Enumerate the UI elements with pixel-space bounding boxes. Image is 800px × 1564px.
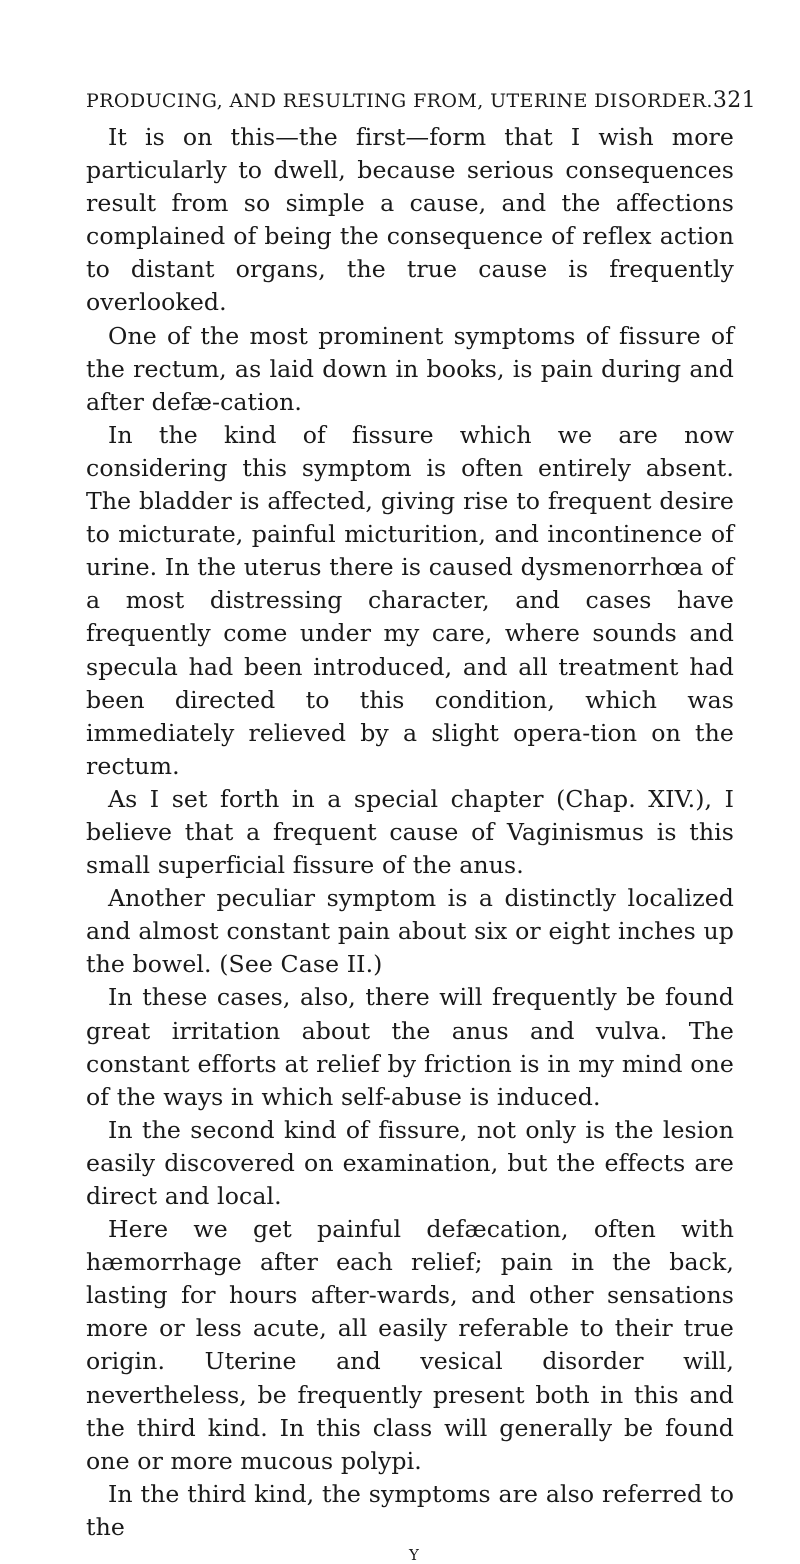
paragraph: Another peculiar symptom is a distinctly localized and almost constant pain about six or eight inches up the bowel. (See Case II.) bbox=[86, 884, 734, 979]
paragraph: In these cases, also, there will frequently be found great irritation about the anus and vulva. The constant efforts at relief by friction is in my mind one of the ways in which self-abuse is induced. bbox=[86, 983, 734, 1111]
paragraph: As I set forth in a special chapter (Chap. XIV.), I believe that a frequent cause of Vaginismus is this small superficial fissure of the anus. bbox=[86, 784, 734, 880]
running-head bbox=[86, 88, 757, 113]
running-head-title: PRODUCING, AND RESULTING FROM, UTERINE DISORDER. bbox=[86, 90, 713, 112]
paragraph: It is on this—the first—form that I wish more particularly to dwell, because serious consequences result from so simple a cause, and the affections complained of being the consequence of reflex action to distant organs, the true cause is frequently overlooked. bbox=[86, 123, 734, 317]
paragraph: Here we get painful defæcation, often with hæmorrhage after each relief; pain in the back, lasting for hours after-wards, and other sensations more or less acute, all easily referable to their true origin. Uterine and vesical disorder will, nevertheless, be frequently present both in this and the third kind. In this class will generally be found one or more mucous polypi. bbox=[86, 1215, 734, 1475]
paragraph: In the second kind of fissure, not only is the lesion easily discovered on examination, but the effects are direct and local. bbox=[86, 1115, 734, 1210]
signature-mark: Y bbox=[409, 1546, 419, 1564]
paragraph: In the third kind, the symptoms are also referred to the bbox=[86, 1479, 734, 1541]
page-number: 321 bbox=[712, 88, 757, 113]
paragraph: In the kind of fissure which we are now considering this symptom is often entirely absent. The bladder is affected, giving rise to frequent desire to micturate, painful micturition, and incontinence of urine. In the uterus there is caused dysmenorrhœa of a most distressing character, and cases have frequently come under my care, where sounds and specula had been introduced, and all treatment had been directed to this condition, which was immediately relieved by a slight opera-tion on the rectum. bbox=[86, 420, 734, 780]
body-text bbox=[86, 121, 734, 1544]
paragraph: One of the most prominent symptoms of fissure of the rectum, as laid down in books, is pain during and after defæ-cation. bbox=[86, 321, 734, 416]
